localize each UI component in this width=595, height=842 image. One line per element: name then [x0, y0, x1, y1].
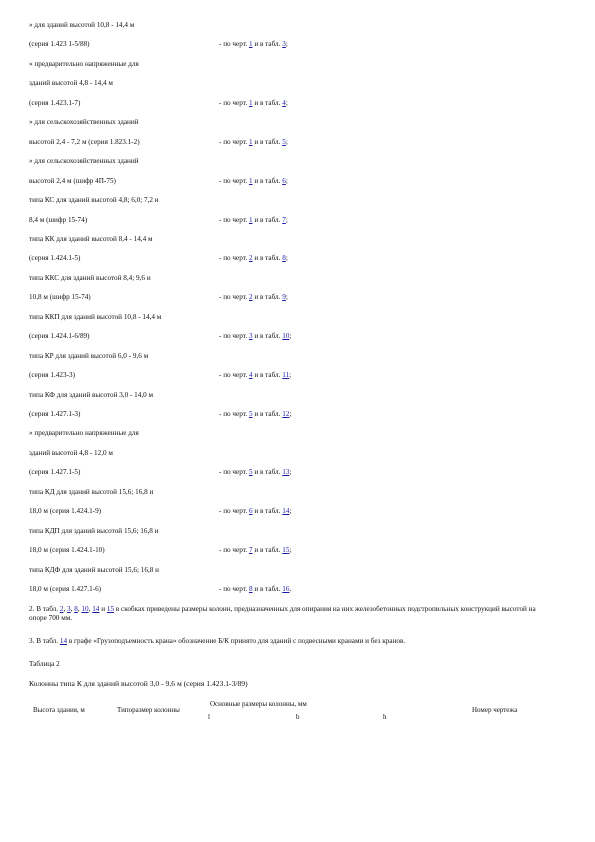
list-item — [29, 390, 575, 400]
drawing-link[interactable]: 5 — [248, 410, 253, 418]
item-description: 18,0 м (серия 1.424.1-9) — [29, 507, 102, 516]
note-2: 2. В табл. 2, 3, 8, 10, 14 и 15 в скобках приведены размеры колонн, предназначенных для опирания на них железобетонных подстропильных конструкций высотой на опоре 700 мм. — [29, 605, 536, 622]
table-link[interactable]: 8 — [282, 254, 286, 263]
list-item — [29, 137, 575, 147]
item-description: высотой 2,4 - 7,2 м (серия 1.823.1-2) — [29, 137, 140, 146]
note-3: 3. В табл. 14 в графе «Грузоподъемность крана» обозначение Б/К принято для зданий с подвесными кранами и без кранов. — [29, 637, 406, 645]
table-caption: Колонны типа К для зданий высотой 3,0 - 9,6 м (серия 1.423.1-3/89) — [29, 679, 248, 688]
item-description: типа КДП для зданий высотой 15,6; 16,8 и — [29, 526, 159, 535]
list-item — [29, 20, 575, 30]
note2-link-2[interactable]: 3 — [67, 605, 71, 613]
item-description: зданий высотой 4,8 - 14,4 м — [29, 79, 113, 88]
list-item — [29, 117, 575, 127]
col-type: Типоразмер колонны — [117, 706, 180, 714]
note2-link-1[interactable]: 2 — [59, 605, 64, 613]
note2-link-3[interactable]: 8 — [74, 605, 78, 613]
note2-link-6[interactable]: 15 — [106, 605, 115, 613]
col-dims: Основные размеры колонны, мм — [210, 700, 307, 708]
item-description: (серия 1.427.1-5) — [29, 468, 81, 477]
list-item — [29, 273, 575, 283]
item-description: » предварительно напряженные для — [29, 59, 139, 68]
drawing-link[interactable]: 1 — [248, 40, 253, 49]
drawing-link[interactable]: 4 — [248, 371, 253, 380]
list-item — [29, 584, 575, 594]
table-link[interactable]: 12 — [282, 410, 290, 418]
drawing-link[interactable]: 2 — [248, 254, 253, 263]
list-item — [29, 526, 575, 536]
item-description: высотой 2,4 м (шифр 4П-75) — [29, 176, 116, 185]
list-item — [29, 409, 575, 419]
table-title: Таблица 2 — [29, 660, 60, 668]
list-item — [29, 253, 575, 263]
drawing-link[interactable]: 8 — [248, 585, 253, 594]
table-link[interactable]: 5 — [282, 137, 286, 146]
item-description: 8,4 м (шифр 15-74) — [29, 215, 88, 224]
drawing-link[interactable]: 1 — [248, 137, 253, 146]
drawing-link[interactable]: 1 — [248, 215, 253, 224]
drawing-link[interactable]: 7 — [248, 546, 253, 555]
list-item — [29, 312, 575, 322]
item-description: (серия 1.423-3) — [29, 371, 75, 380]
item-description: типа ККП для зданий высотой 10,8 - 14,4 м — [29, 312, 162, 321]
table-link[interactable]: 7 — [282, 215, 286, 224]
item-description: (серия 1.423 1-5/88) — [29, 40, 90, 49]
list-item — [29, 506, 575, 516]
drawing-link[interactable]: 1 — [248, 176, 253, 185]
drawing-link[interactable]: 6 — [248, 507, 253, 516]
table-link[interactable]: 6 — [282, 176, 286, 185]
table-link[interactable]: 15 — [282, 546, 290, 555]
item-description: » для сельскохозяйственных зданий — [29, 118, 139, 127]
list-item — [29, 234, 575, 244]
item-description: типа КДФ для зданий высотой 15,6; 16,8 и — [29, 565, 160, 574]
list-item — [29, 195, 575, 205]
list-item — [29, 78, 575, 88]
list-item — [29, 565, 575, 575]
item-reference: - по черт. 1 и в табл. 3; — [219, 40, 288, 49]
item-description: зданий высотой 4,8 - 12,0 м — [29, 448, 113, 457]
item-description: 10,8 м (шифр 15-74) — [29, 293, 91, 302]
item-reference: - по черт. 3 и в табл. 10; — [219, 332, 292, 341]
drawing-link[interactable]: 1 — [248, 98, 253, 107]
item-reference: - по черт. 1 и в табл. 7; — [219, 215, 288, 224]
item-description: типа КД для зданий высотой 15,6; 16,8 и — [29, 487, 154, 496]
table-link[interactable]: 10 — [282, 332, 290, 341]
item-description: (серия 1.424.1-5) — [29, 254, 81, 263]
item-reference: - по черт. 2 и в табл. 9; — [219, 293, 288, 302]
table-link[interactable]: 13 — [282, 468, 290, 477]
item-description: типа ККС для зданий высотой 8,4; 9,6 и — [29, 273, 151, 282]
list-item — [29, 428, 575, 438]
item-description: 18,0 м (серия 1.424.1-10) — [29, 546, 105, 555]
item-description: (серия 1.427.1-3) — [29, 410, 81, 418]
col-dim-l: l — [208, 713, 210, 721]
item-reference: - по черт. 1 и в табл. 4; — [219, 98, 288, 107]
item-reference: - по черт. 6 и в табл. 14; — [219, 507, 292, 516]
table-link[interactable]: 11 — [282, 371, 290, 380]
item-description: » предварительно напряженные для — [29, 429, 139, 438]
item-reference: - по черт. 8 и в табл. 16. — [219, 585, 292, 594]
item-reference: - по черт. 5 и в табл. 12; — [219, 410, 292, 418]
list-item — [29, 59, 575, 69]
list-item — [29, 487, 575, 497]
table-link[interactable]: 16 — [282, 585, 290, 594]
list-item — [29, 39, 575, 49]
table-link[interactable]: 4 — [282, 98, 286, 107]
note2-link-4[interactable]: 10 — [81, 605, 89, 613]
item-reference: - по черт. 7 и в табл. 15; — [219, 546, 292, 555]
col-height: Высота здания, м — [33, 706, 85, 714]
list-item — [29, 156, 575, 166]
item-reference: - по черт. 5 и в табл. 13; — [219, 468, 292, 477]
item-description: типа КФ для зданий высотой 3,0 - 14,0 м — [29, 390, 154, 399]
table-link[interactable]: 14 — [282, 507, 290, 516]
item-reference: - по черт. 2 и в табл. 8; — [219, 254, 288, 263]
item-description: типа КС для зданий высотой 4,8; 6,0; 7,2 и — [29, 196, 159, 205]
list-item — [29, 331, 575, 341]
item-description: 18,0 м (серия 1.427.1-6) — [29, 585, 102, 594]
list-item — [29, 545, 575, 555]
col-drawing: Номер чертежа — [472, 706, 518, 714]
item-reference: - по черт. 1 и в табл. 6; — [219, 176, 288, 185]
drawing-link[interactable]: 5 — [248, 468, 253, 477]
item-description: » для сельскохозяйственных зданий — [29, 157, 139, 166]
item-description: типа КК для зданий высотой 8,4 - 14,4 м — [29, 234, 153, 243]
list-item — [29, 467, 575, 477]
col-dim-b: b — [296, 713, 300, 721]
item-description: типа КР для зданий высотой 6,0 - 9,6 м — [29, 351, 149, 360]
item-reference: - по черт. 1 и в табл. 5; — [219, 137, 288, 146]
list-item — [29, 370, 575, 380]
item-description: » для зданий высотой 10,8 - 14,4 м — [29, 21, 135, 29]
item-reference: - по черт. 4 и в табл. 11; — [219, 371, 292, 380]
table-link[interactable]: 9 — [282, 293, 286, 302]
list-item — [29, 292, 575, 302]
drawing-link[interactable]: 2 — [248, 293, 253, 302]
note2-link-5[interactable]: 14 — [92, 605, 100, 613]
list-item — [29, 351, 575, 361]
list-item — [29, 215, 575, 225]
list-item — [29, 176, 575, 186]
list-item — [29, 98, 575, 108]
col-dim-h: h — [383, 713, 387, 721]
item-description: (серия 1.424.1-6/89) — [29, 332, 90, 341]
table-link[interactable]: 3 — [282, 40, 286, 49]
item-description: (серия 1.423.1-7) — [29, 98, 81, 107]
drawing-link[interactable]: 3 — [248, 332, 253, 341]
list-item — [29, 448, 575, 458]
note3-link[interactable]: 14 — [59, 637, 68, 645]
